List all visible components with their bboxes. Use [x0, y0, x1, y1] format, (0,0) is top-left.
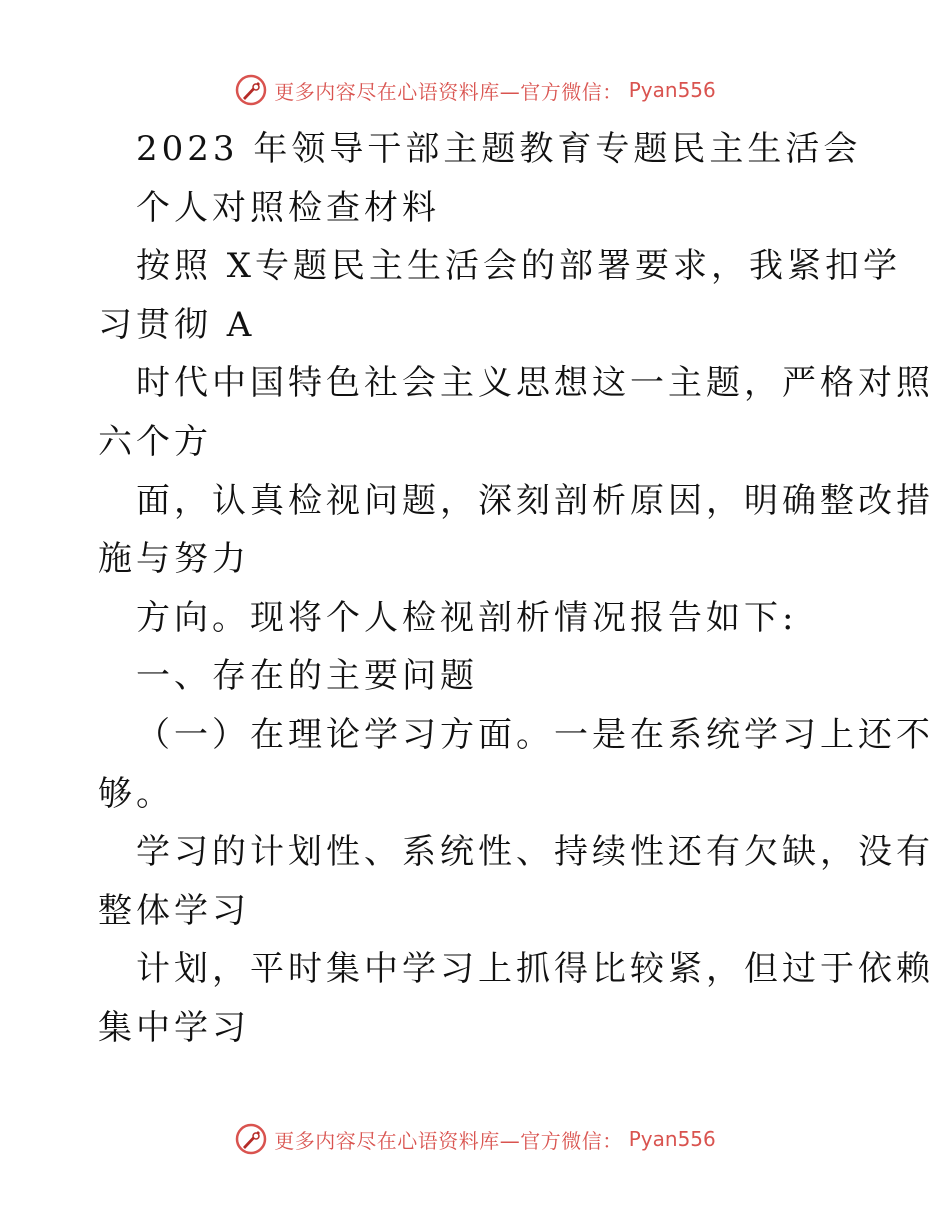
- watermark-text: 更多内容尽在心语资料库—官方微信：: [274, 79, 623, 104]
- text-line: 方向。现将个人检视剖析情况报告如下:: [136, 597, 798, 638]
- document-subtitle: 个人对照检查材料: [136, 187, 440, 228]
- text-line: 计划，平时集中学习上抓得比较紧，但过于依赖: [136, 949, 934, 990]
- text-line: 习贯彻 A: [98, 304, 256, 345]
- text-line: 学习的计划性、系统性、持续性还有欠缺，没有: [136, 832, 934, 873]
- text-line: 集中学习: [98, 1007, 250, 1048]
- watermark-wechat-id: Pyan556: [628, 78, 716, 102]
- text-line: 够。: [98, 773, 174, 814]
- text-line: 面，认真检视问题，深刻剖析原因，明确整改措: [136, 480, 934, 521]
- text-line: 施与努力: [98, 539, 250, 580]
- text-line: 六个方: [98, 421, 212, 462]
- subsection-heading: （一）在理论学习方面。一是在系统学习上还不: [136, 714, 934, 755]
- watermark-text: 更多内容尽在心语资料库—官方微信：: [274, 1128, 623, 1153]
- quill-logo-icon: [234, 73, 268, 107]
- text-line: 时代中国特色社会主义思想这一主题，严格对照: [136, 363, 934, 404]
- document-body: [98, 120, 934, 1058]
- quill-logo-icon: [234, 1122, 268, 1156]
- section-heading: 一、存在的主要问题: [136, 656, 478, 697]
- footer-watermark: [0, 1122, 950, 1156]
- text-line: 按照 X专题民主生活会的部署要求，我紧扣学: [136, 246, 902, 287]
- watermark-wechat-id: Pyan556: [628, 1127, 716, 1151]
- header-watermark: [0, 73, 950, 107]
- document-title: 2023 年领导干部主题教育专题民主生活会: [136, 129, 862, 169]
- text-line: 整体学习: [98, 890, 250, 931]
